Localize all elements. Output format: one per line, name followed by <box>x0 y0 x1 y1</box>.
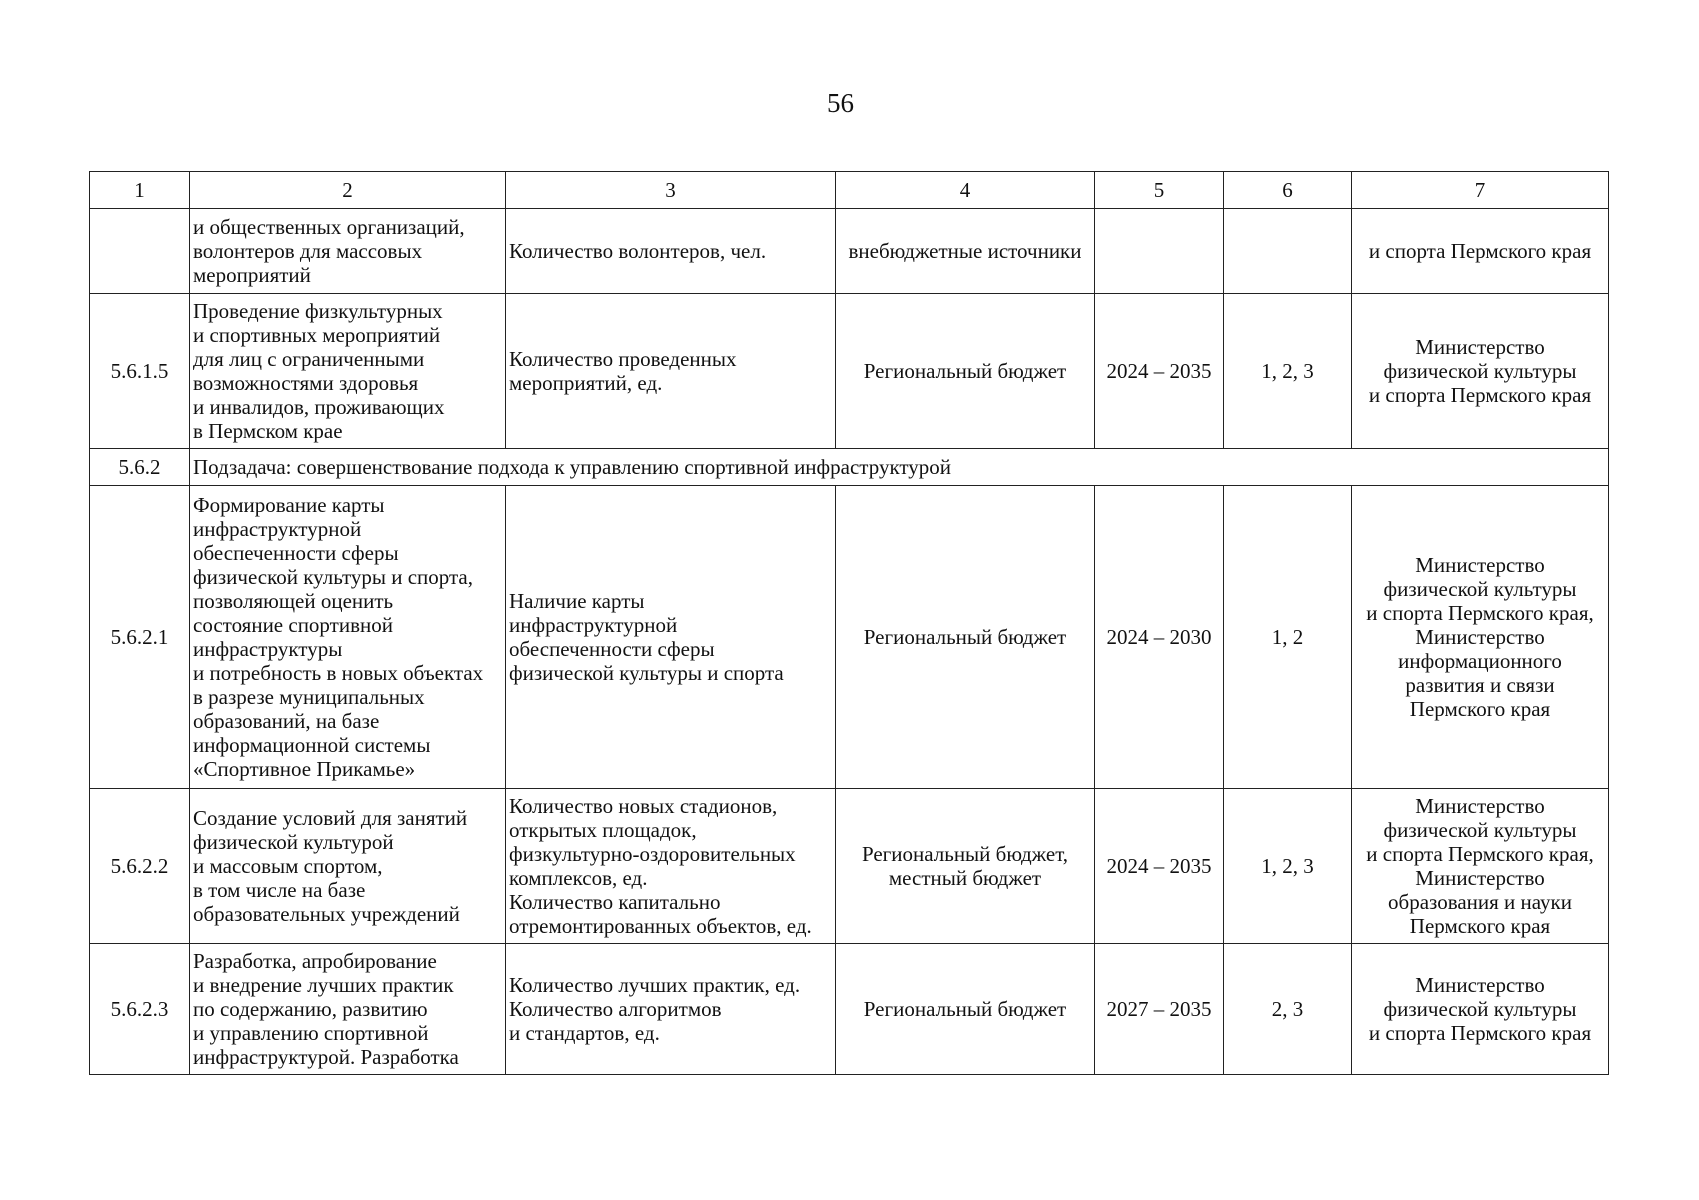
row-executor <box>1352 789 1609 944</box>
row-measure-text: Разработка, апробирование и внедрение лучших практик по содержанию, развитию и управлению спортивной инфраструктурой. Разработка <box>193 949 459 1069</box>
row-executor-text: Министерство физической культуры и спорта Пермского края, Министерство образования и науки Пермского края <box>1366 794 1594 938</box>
row-source <box>836 789 1095 944</box>
row-period <box>1095 209 1224 294</box>
table-row <box>90 944 1609 1075</box>
column-header-6: 6 <box>1224 172 1352 209</box>
row-code: 5.6.1.5 <box>90 294 190 449</box>
row-indicator-text: Количество новых стадионов, открытых площадок, физкультурно-оздоровительных комплексов, ед. Количество капитально отремонтированных объектов, ед. <box>509 794 812 938</box>
table-row <box>90 209 1609 294</box>
row-period: 2024 – 2030 <box>1095 486 1224 789</box>
row-indicator <box>506 209 836 294</box>
row-measure-text: Создание условий для занятий физической культурой и массовым спортом, в том числе на базе образовательных учреждений <box>193 806 468 926</box>
row-measure <box>190 294 506 449</box>
row-tasks: 1, 2, 3 <box>1224 789 1352 944</box>
row-executor-text: Министерство физической культуры и спорта Пермского края, Министерство информационного развития и связи Пермского края <box>1366 553 1594 721</box>
row-executor <box>1352 209 1609 294</box>
row-executor <box>1352 486 1609 789</box>
row-code: 5.6.2.1 <box>90 486 190 789</box>
column-header-2: 2 <box>190 172 506 209</box>
row-indicator <box>506 944 836 1075</box>
row-measure <box>190 789 506 944</box>
row-code: 5.6.2.3 <box>90 944 190 1075</box>
row-measure-text: Проведение физкультурных и спортивных мероприятий для лиц с ограниченными возможностями здоровья и инвалидов, проживающих в Пермском крае <box>193 299 445 443</box>
row-indicator-text: Количество лучших практик, ед. Количество алгоритмов и стандартов, ед. <box>509 973 801 1045</box>
row-executor-text: Министерство физической культуры и спорта Пермского края <box>1368 335 1592 407</box>
row-indicator-text: Количество проведенных мероприятий, ед. <box>509 347 737 395</box>
program-table <box>89 171 1609 1075</box>
row-executor <box>1352 294 1609 449</box>
row-tasks <box>1224 209 1352 294</box>
row-indicator-text: Наличие карты инфраструктурной обеспеченности сферы физической культуры и спорта <box>509 589 784 685</box>
row-tasks: 1, 2, 3 <box>1224 294 1352 449</box>
column-header-4: 4 <box>836 172 1095 209</box>
row-measure <box>190 209 506 294</box>
row-source-text: внебюджетные источники <box>848 239 1082 263</box>
row-indicator <box>506 486 836 789</box>
row-code: 5.6.2 <box>90 449 190 486</box>
table-row <box>90 486 1609 789</box>
row-code: 5.6.2.2 <box>90 789 190 944</box>
column-header-7: 7 <box>1352 172 1609 209</box>
column-header-3: 3 <box>506 172 836 209</box>
header-row <box>90 172 1609 209</box>
row-measure-text: Формирование карты инфраструктурной обеспеченности сферы физической культуры и спорта, позволяющей оценить состояние спортивной инфраструктуры и потребность в новых объектах в разрезе муниципальных образований, на базе информационной системы «Спортивное Прикамье» <box>193 493 484 781</box>
row-source <box>836 944 1095 1075</box>
row-source-text: Региональный бюджет <box>863 359 1067 383</box>
row-executor-text: и спорта Пермского края <box>1368 239 1592 263</box>
row-code <box>90 209 190 294</box>
row-period: 2024 – 2035 <box>1095 294 1224 449</box>
row-source <box>836 294 1095 449</box>
row-executor-text: Министерство физической культуры и спорта Пермского края <box>1368 973 1592 1045</box>
row-source <box>836 209 1095 294</box>
row-period: 2027 – 2035 <box>1095 944 1224 1075</box>
row-tasks: 1, 2 <box>1224 486 1352 789</box>
row-indicator-text: Количество волонтеров, чел. <box>509 239 767 263</box>
row-period: 2024 – 2035 <box>1095 789 1224 944</box>
page-number: 56 <box>827 88 854 118</box>
row-source-text: Региональный бюджет <box>863 997 1067 1021</box>
row-source-text: Региональный бюджет, местный бюджет <box>861 842 1069 890</box>
column-header-5: 5 <box>1095 172 1224 209</box>
row-executor <box>1352 944 1609 1075</box>
subtask-title: Подзадача: совершенствование подхода к управлению спортивной инфраструктурой <box>190 449 1609 486</box>
row-measure <box>190 944 506 1075</box>
row-indicator <box>506 294 836 449</box>
row-measure <box>190 486 506 789</box>
subtask-row <box>90 449 1609 486</box>
row-measure-text: и общественных организаций, волонтеров для массовых мероприятий <box>193 215 465 287</box>
row-source <box>836 486 1095 789</box>
row-indicator <box>506 789 836 944</box>
column-header-1: 1 <box>90 172 190 209</box>
row-source-text: Региональный бюджет <box>863 625 1067 649</box>
table-row <box>90 294 1609 449</box>
row-tasks: 2, 3 <box>1224 944 1352 1075</box>
table-row <box>90 789 1609 944</box>
